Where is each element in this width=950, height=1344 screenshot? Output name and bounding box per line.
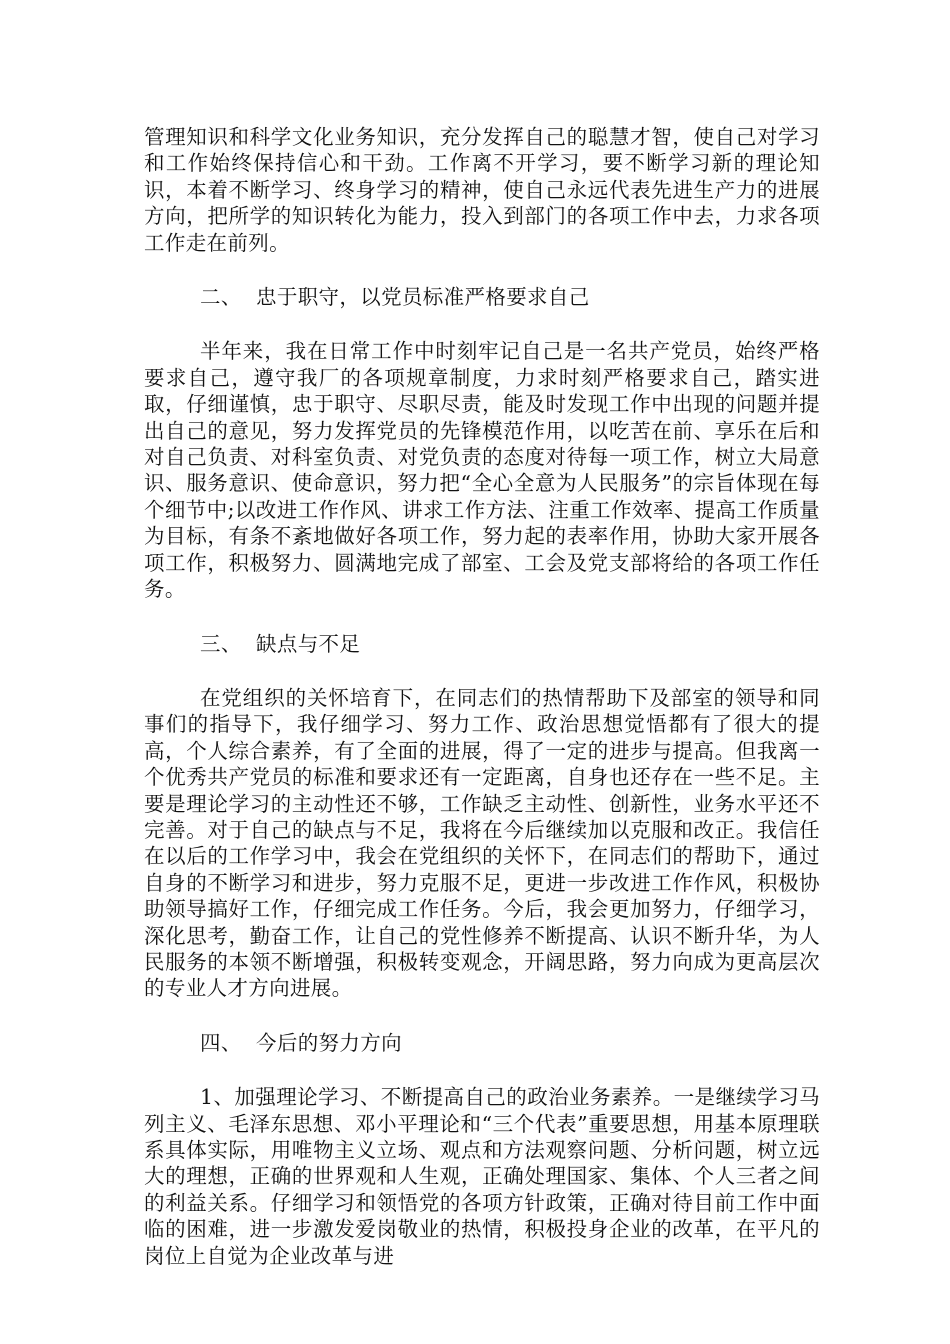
section-heading-4 (144, 1030, 820, 1056)
section-4-paragraph: 1、加强理论学习、不断提高自己的政治业务素养。一是继续学习马列主义、毛泽东思想、邓小平理论和“三个代表”重要思想，用基本原理联系具体实际，用唯物主义立场、观点和方法观察问题、分析问题，树立远大的理想，正确的世界观和人生观，正确处理国家、集体、个人三者之间的利益关系。仔细学习和领悟党的各项方针政策，正确对待目前工作中面临的困难，进一步激发爱岗敬业的热情，积极投身企业的改革，在平凡的岗位上自觉为企业改革与进 (144, 1085, 820, 1268)
section-heading-2 (144, 284, 820, 310)
paragraph-continuation: 管理知识和科学文化业务知识，充分发挥自己的聪慧才智，使自己对学习和工作始终保持信心和干劲。工作离不开学习，要不断学习新的理论知识，本着不断学习、终身学习的精神，使自己永远代表先进生产力的进展方向，把所学的知识转化为能力，投入到部门的各项工作中去，力求各项工作走在前列。 (144, 125, 820, 255)
document-body (144, 124, 820, 1269)
section-3-paragraph: 在党组织的关怀培育下，在同志们的热情帮助下及部室的领导和同事们的指导下，我仔细学习、努力工作、政治思想觉悟都有了很大的提高，个人综合素养，有了全面的进展，得了一定的进步与提高。但我离一个优秀共产党员的标准和要求还有一定距离，自身也还存在一些不足。主要是理论学习的主动性还不够，工作缺乏主动性、创新性，业务水平还不完善。对于自己的缺点与不足，我将在今后继续加以克服和改正。我信任在以后的工作学习中，我会在党组织的关怀下，在同志们的帮助下，通过自身的不断学习和进步，努力克服不足，更进一步改进工作作风，积极协助领导搞好工作，仔细完成工作任务。今后，我会更加努力，仔细学习，深化思考，勤奋工作，让自己的党性修养不断提高、认识不断升华，为人民服务的本领不断增强，积极转变观念，开阔思路，努力向成为更高层次的专业人才方向进展。 (144, 685, 820, 1001)
section-number: 四、 (200, 1030, 242, 1055)
section-number: 二、 (200, 285, 242, 310)
section-heading-3 (144, 631, 820, 657)
section-title: 今后的努力方向 (256, 1030, 402, 1055)
section-number: 三、 (200, 631, 242, 656)
section-2-paragraph: 半年来，我在日常工作中时刻牢记自己是一名共产党员，始终严格要求自己，遵守我厂的各项规章制度，力求时刻严格要求自己，踏实进取，仔细谨慎，忠于职守、尽职尽责，能及时发现工作中出现的问题并提出自己的意见，努力发挥党员的先锋模范作用，以吃苦在前、享乐在后和对自己负责、对科室负责、对党负责的态度对待每一项工作，树立大局意识、服务意识、使命意识，努力把“全心全意为人民服务”的宗旨体现在每个细节中;以改进工作作风、讲求工作方法、注重工作效率、提高工作质量为目标，有条不紊地做好各项工作，努力起的表率作用，协助大家开展各项工作，积极努力、圆满地完成了部室、工会及党支部将给的各项工作任务。 (144, 339, 820, 602)
section-title: 缺点与不足 (256, 631, 361, 656)
section-title: 忠于职守，以党员标准严格要求自己 (256, 285, 590, 310)
